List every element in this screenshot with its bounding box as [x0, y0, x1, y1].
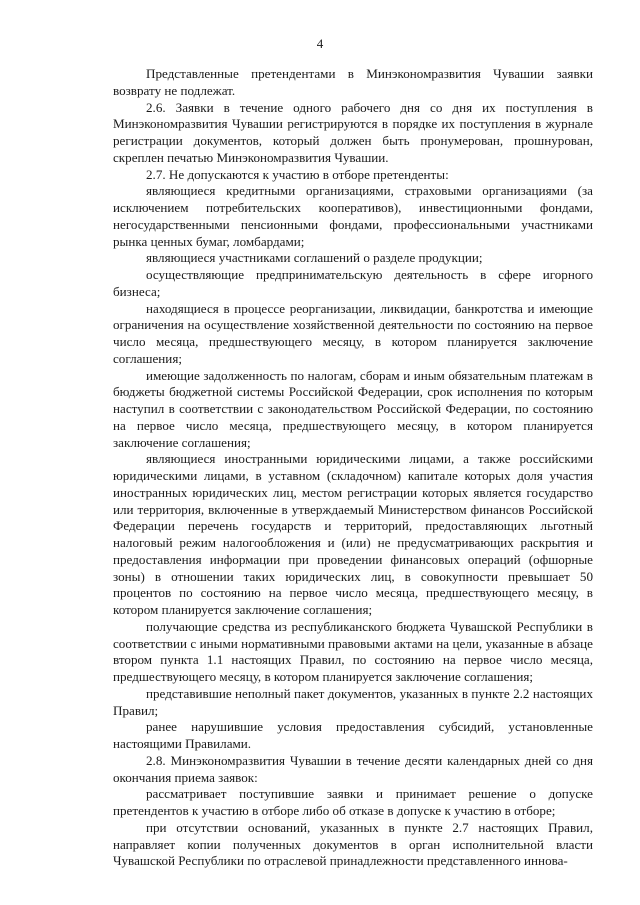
document-body	[113, 66, 593, 870]
page-number: 4	[316, 36, 324, 51]
paragraph-review-applications: рассматривает поступившие заявки и принимает решение о допуске претендентов к участию в отборе либо об отказе в допуске к участию в отборе;	[113, 786, 593, 818]
paragraph-tax-debt: имеющие задолженность по налогам, сборам и иным обязательным платежам в бюджеты бюджетной системы Российской Федерации, срок исполнения по которым наступил в соответствии с законодательством Российской Федерации, по состоянию на первое число месяца, предшествующего месяцу, в котором планируется заключение соглашения;	[113, 367, 593, 450]
paragraph-2-8: 2.8. Минэкономразвития Чувашии в течение десяти календарных дней со дня окончания приема заявок:	[113, 752, 593, 785]
paragraph-credit-organizations: являющиеся кредитными организациями, страховыми организациями (за исключением потребительских кооперативов), инвестиционными фондами, негосударственными пенсионными фондами, профессиональными участниками рынка ценных бумаг, ломбардами;	[113, 183, 593, 249]
paragraph-applications-not-returned: Представленные претендентами в Минэкономразвития Чувашии заявки возврату не подлежат.	[113, 66, 593, 98]
paragraph-previous-violations: ранее нарушившие условия предоставления субсидий, установленные настоящими Правилами.	[113, 719, 593, 751]
paragraph-budget-funds: получающие средства из республиканского бюджета Чувашской Республики в соответствии с иными нормативными правовыми актами на цели, указанные в абзаце втором пункта 1.1 настоящих Правил, по состоянию на первое число месяца, предшествующего месяцу, в котором планируется заключение соглашения;	[113, 618, 593, 684]
paragraph-reorganization: находящиеся в процессе реорганизации, ликвидации, банкротства и имеющие ограничения на осуществление хозяйственной деятельности по состоянию на первое число месяца, предшествующего месяцу, в котором планируется заключение соглашения;	[113, 300, 593, 366]
paragraph-production-sharing: являющиеся участниками соглашений о разделе продукции;	[146, 250, 483, 266]
paragraph-2-6: 2.6. Заявки в течение одного рабочего дня со дня их поступления в Минэкономразвития Чувашии регистрируются в порядке их поступления в журнале регистрации документов, который должен быть пронумерован, прошнурован, скреплен печатью Минэкономразвития Чувашии.	[113, 99, 593, 165]
paragraph-foreign-entities: являющиеся иностранными юридическими лицами, а также российскими юридическими лицами, в уставном (складочном) капитале которых доля участия иностранных юридических лиц, местом регистрации которых является государство или территория, включенные в утверждаемый Министерством финансов Российской Федерации перечень государств и территорий, предоставляющих льготный налоговый режим налогообложения и (или) не предусматривающих раскрытия и предоставления информации при проведении финансовых операций (офшорные зоны) в отношении таких юридических лиц, в совокупности превышает 50 процентов по состоянию на первое число месяца, предшествующего месяцу, в котором планируется заключение соглашения;	[113, 451, 593, 617]
paragraph-send-copies: при отсутствии оснований, указанных в пункте 2.7 настоящих Правил, направляет копии полученных документов в орган исполнительной власти Чувашской Республики по отраслевой принадлежности представленного иннова-	[113, 819, 593, 869]
paragraph-gambling: осуществляющие предпринимательскую деятельность в сфере игорного бизнеса;	[113, 267, 593, 299]
paragraph-incomplete-package: представившие неполный пакет документов, указанных в пункте 2.2 настоящих Правил;	[113, 685, 593, 718]
paragraph-2-7: 2.7. Не допускаются к участию в отборе претенденты:	[146, 166, 449, 182]
